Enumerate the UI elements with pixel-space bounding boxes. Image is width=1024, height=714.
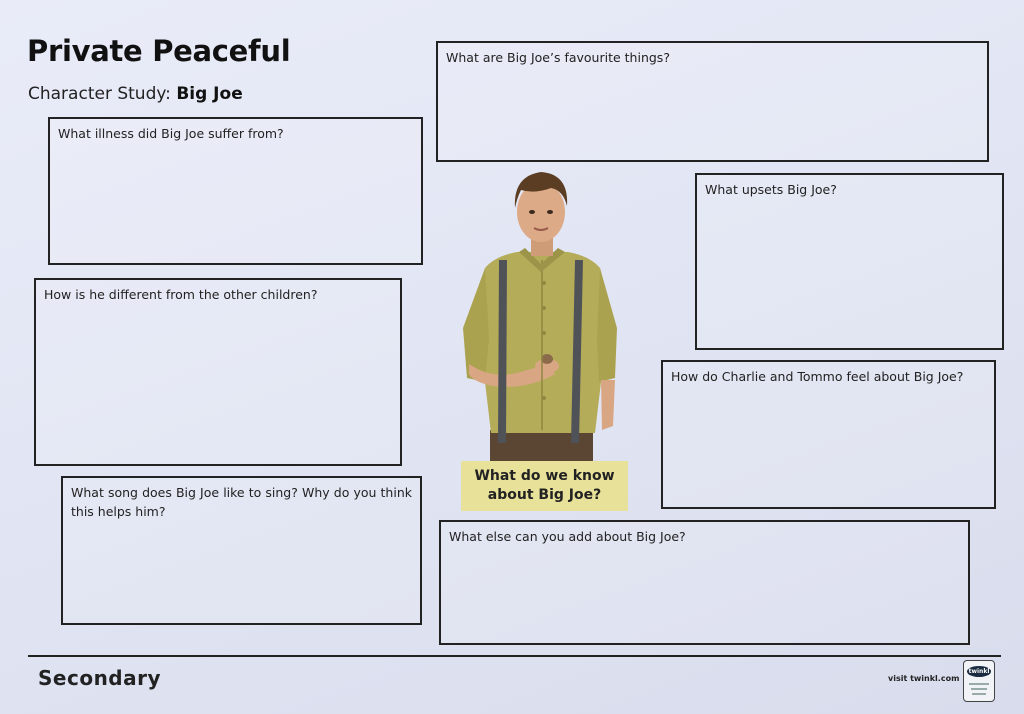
- page-title: Private Peaceful: [27, 34, 291, 68]
- question-different: How is he different from the other children?: [44, 287, 318, 302]
- answer-box-feel[interactable]: [661, 360, 996, 509]
- question-song: What song does Big Joe like to sing? Why do you think this helps him?: [71, 485, 412, 519]
- right-forearm: [601, 380, 615, 430]
- subtitle-prefix: Character Study:: [28, 84, 177, 104]
- answer-box-illness[interactable]: [48, 117, 423, 265]
- mouse-icon: [541, 354, 553, 364]
- question-favourite: What are Big Joe’s favourite things?: [446, 50, 670, 65]
- right-sleeve: [597, 268, 617, 382]
- answer-box-upsets[interactable]: [695, 173, 1004, 350]
- subtitle-character-name: Big Joe: [176, 84, 243, 104]
- center-caption: What do we know about Big Joe?: [461, 461, 628, 511]
- head: [517, 182, 565, 242]
- left-suspender: [502, 260, 503, 443]
- left-sleeve: [463, 268, 489, 382]
- question-else: What else can you add about Big Joe?: [449, 529, 686, 544]
- answer-box-else[interactable]: [439, 520, 970, 645]
- big-joe-illustration: [455, 168, 630, 468]
- question-upsets: What upsets Big Joe?: [705, 182, 837, 197]
- page-subtitle: [28, 84, 243, 104]
- answer-box-different[interactable]: [34, 278, 402, 466]
- answer-box-favourite[interactable]: [436, 41, 989, 162]
- quality-standard-badge-icon: [963, 660, 995, 702]
- right-suspender: [575, 260, 579, 443]
- question-illness: What illness did Big Joe suffer from?: [58, 126, 284, 141]
- footer-divider: [28, 655, 1001, 657]
- badge-brand: twinkl: [968, 668, 990, 675]
- answer-box-song[interactable]: [61, 476, 422, 625]
- question-feel: How do Charlie and Tommo feel about Big Joe?: [671, 369, 964, 384]
- footer-level-label: Secondary: [38, 666, 162, 690]
- footer-visit-link[interactable]: visit twinkl.com: [888, 674, 960, 683]
